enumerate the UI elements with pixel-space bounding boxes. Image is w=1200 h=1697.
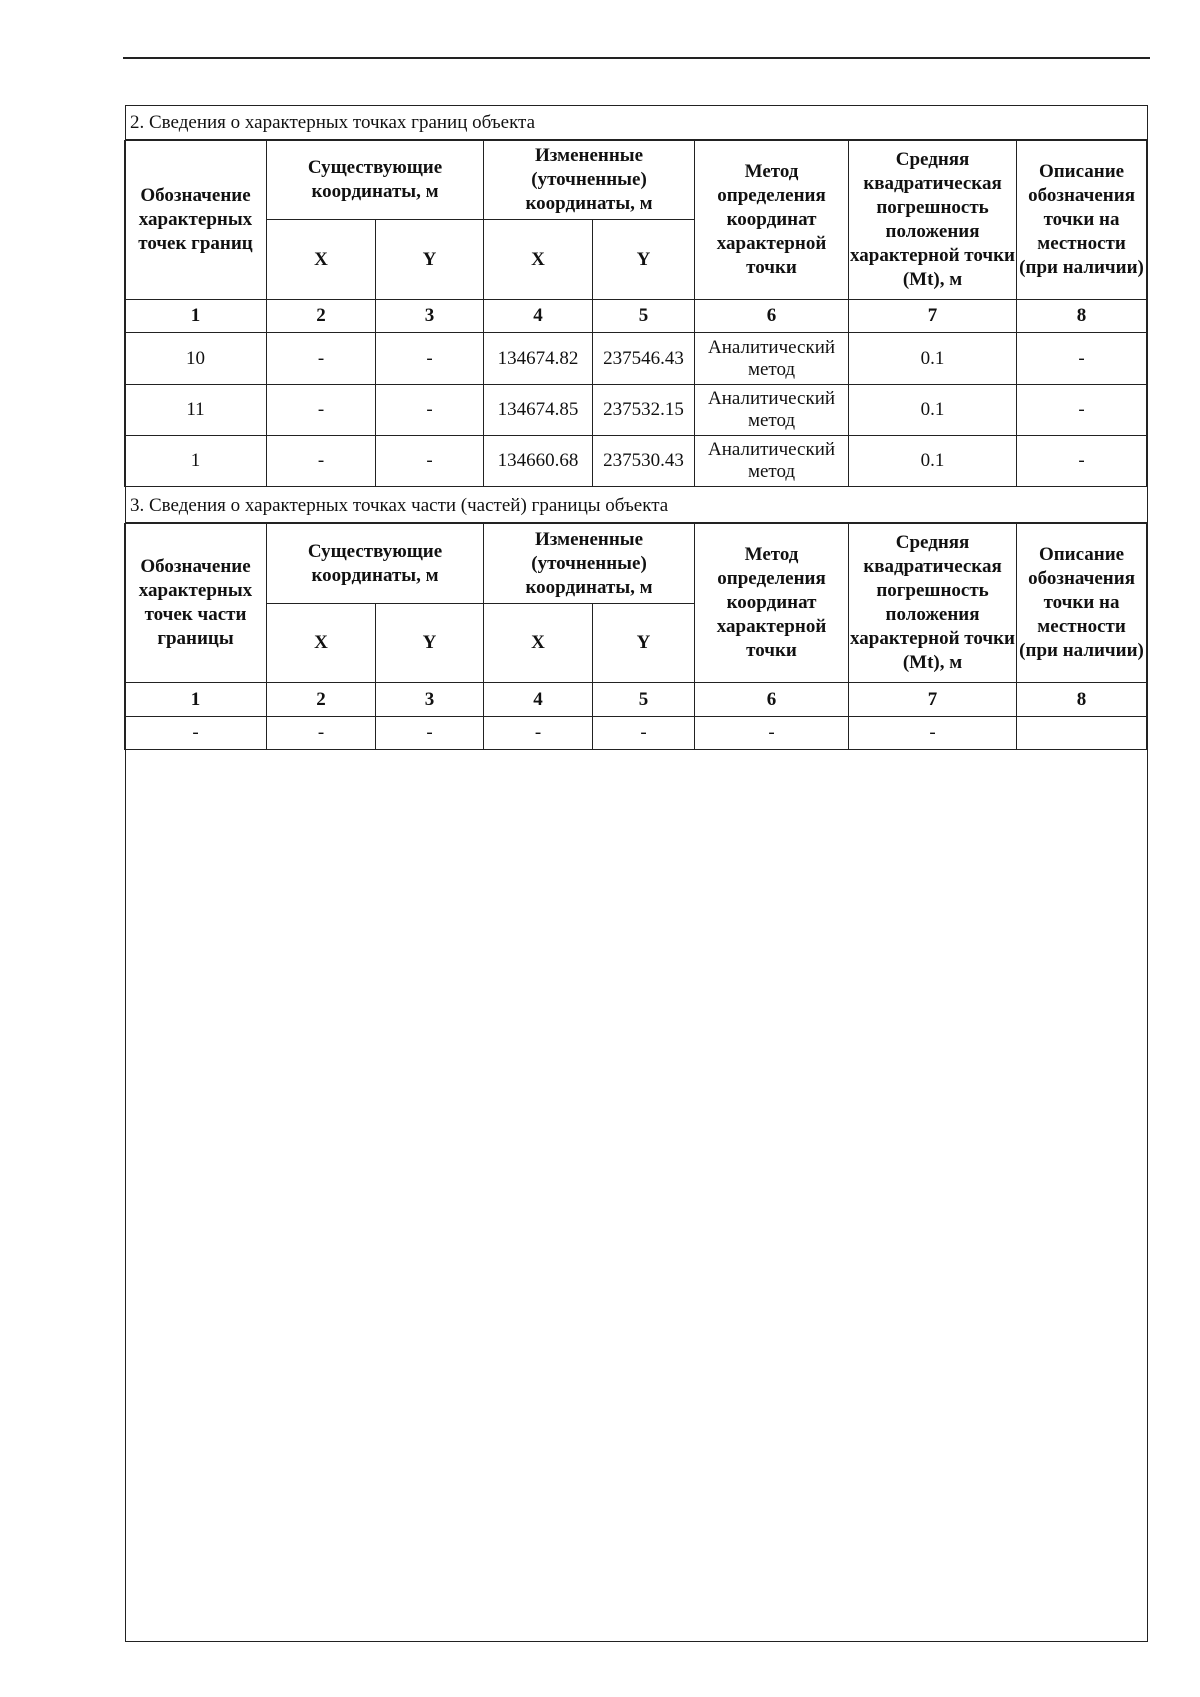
column-number: 3 [376,300,484,333]
column-number: 8 [1017,683,1147,717]
header-changed-y: Y [593,220,695,300]
header-existing-y: Y [376,220,484,300]
changed-x: 134674.82 [484,333,593,385]
column-number: 6 [695,300,849,333]
column-number: 2 [267,683,376,717]
description [1017,717,1147,750]
header-existing-x: X [267,604,376,683]
table-row [125,717,1147,750]
header-description: Описание обозначения точки на местности (при наличии) [1017,141,1147,300]
header-description: Описание обозначения точки на местности (при наличии) [1017,524,1147,683]
existing-y: - [376,717,484,750]
column-number: 7 [849,683,1017,717]
header-changed: Измененные (уточненные) координаты, м [484,141,695,220]
header-existing: Существующие координаты, м [267,524,484,604]
column-number: 4 [484,300,593,333]
header-rule [123,57,1150,59]
existing-y: - [376,385,484,436]
description: - [1017,385,1147,436]
header-changed-y: Y [593,604,695,683]
header-error: Средняя квадратическая погрешность положения характерной точки (Mt), м [849,524,1017,683]
table-row [125,436,1147,487]
changed-x: 134660.68 [484,436,593,487]
header-existing-x: X [267,220,376,300]
column-number: 3 [376,683,484,717]
column-number: 2 [267,300,376,333]
existing-x: - [267,436,376,487]
existing-x: - [267,333,376,385]
section-3 [125,488,1147,750]
section-3-table [124,523,1147,750]
header-method: Метод определения координат характерной точки [695,524,849,683]
column-number: 5 [593,300,695,333]
error: 0.1 [849,333,1017,385]
section-2-table [124,140,1147,487]
existing-x: - [267,717,376,750]
error: 0.1 [849,385,1017,436]
column-number: 1 [125,683,267,717]
method: - [695,717,849,750]
section-2-title: 2. Сведения о характерных точках границ объекта [125,105,1147,140]
table-row [125,333,1147,385]
column-number: 8 [1017,300,1147,333]
header-existing-y: Y [376,604,484,683]
error: 0.1 [849,436,1017,487]
header-changed: Измененные (уточненные) координаты, м [484,524,695,604]
method: Аналитический метод [695,333,849,385]
header-method: Метод определения координат характерной точки [695,141,849,300]
error: - [849,717,1017,750]
changed-y: - [593,717,695,750]
column-number: 4 [484,683,593,717]
point-number: 11 [125,385,267,436]
method: Аналитический метод [695,436,849,487]
header-changed-x: X [484,604,593,683]
point-number: 10 [125,333,267,385]
table-row [125,385,1147,436]
changed-y: 237532.15 [593,385,695,436]
point-number: 1 [125,436,267,487]
changed-y: 237530.43 [593,436,695,487]
header-designation: Обозначение характерных точек части границы [125,524,267,683]
changed-y: 237546.43 [593,333,695,385]
header-error: Средняя квадратическая погрешность положения характерной точки (Mt), м [849,141,1017,300]
existing-y: - [376,436,484,487]
column-number: 1 [125,300,267,333]
changed-x: - [484,717,593,750]
point-number: - [125,717,267,750]
description: - [1017,333,1147,385]
column-number: 7 [849,300,1017,333]
section-2 [125,105,1147,487]
description: - [1017,436,1147,487]
existing-x: - [267,385,376,436]
header-existing: Существующие координаты, м [267,141,484,220]
column-number: 5 [593,683,695,717]
header-changed-x: X [484,220,593,300]
changed-x: 134674.85 [484,385,593,436]
column-number: 6 [695,683,849,717]
existing-y: - [376,333,484,385]
header-designation: Обозначение характерных точек границ [125,141,267,300]
section-3-title: 3. Сведения о характерных точках части (частей) границы объекта [125,488,1147,523]
method: Аналитический метод [695,385,849,436]
